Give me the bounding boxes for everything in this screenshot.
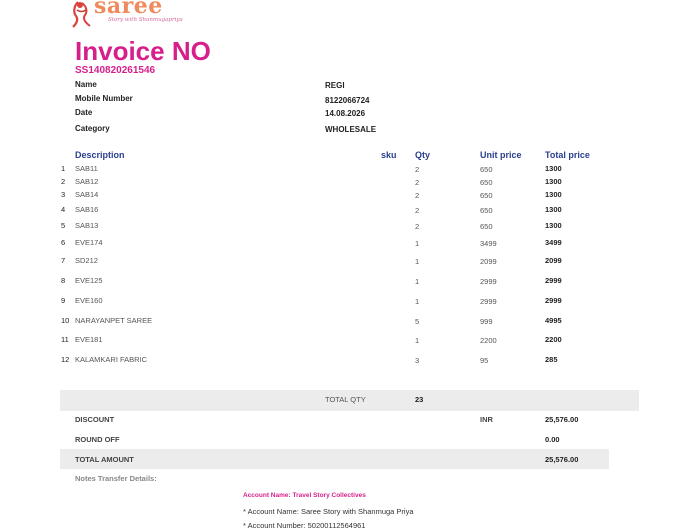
row-qty: 1 [415, 239, 420, 248]
date-value: 14.08.2026 [325, 109, 366, 118]
row-total-price: 1300 [545, 221, 562, 230]
row-total-price: 1300 [545, 164, 562, 173]
row-description: SAB13 [75, 221, 99, 230]
mobile-value: 8122066724 [325, 96, 370, 105]
row-qty: 5 [415, 317, 420, 326]
discount-value: 25,576.00 [545, 415, 579, 424]
row-unit-price: 2200 [480, 336, 497, 345]
brand-logo [70, 0, 183, 30]
total-amount-band [60, 449, 609, 469]
name-value: REGI [325, 81, 345, 90]
row-qty: 1 [415, 336, 420, 345]
row-number: 12 [61, 355, 70, 364]
row-description: EVE174 [75, 238, 103, 247]
row-total-price: 3499 [545, 238, 562, 247]
row-qty: 2 [415, 178, 420, 187]
row-qty: 2 [415, 206, 420, 215]
row-unit-price: 2099 [480, 257, 497, 266]
row-unit-price: 999 [480, 317, 493, 326]
row-number: 2 [61, 177, 66, 186]
invoice-title: Invoice NO [75, 36, 211, 66]
header-unit-price: Unit price [480, 150, 522, 160]
round-off-value: 0.00 [545, 435, 560, 444]
row-number: 7 [61, 256, 66, 265]
date-label: Date [75, 108, 93, 117]
mobile-label: Mobile Number [75, 94, 133, 103]
row-number: 11 [61, 335, 69, 344]
header-total-price: Total price [545, 150, 590, 160]
category-label: Category [75, 124, 110, 133]
total-qty-value: 23 [415, 395, 424, 404]
currency-label: INR [480, 415, 493, 424]
row-number: 4 [61, 205, 66, 214]
row-unit-price: 650 [480, 165, 493, 174]
row-total-price: 1300 [545, 177, 562, 186]
row-number: 8 [61, 276, 66, 285]
invoice-number: SS140820261546 [75, 65, 156, 76]
row-unit-price: 3499 [480, 239, 497, 248]
total-amount-label: TOTAL AMOUNT [75, 455, 134, 464]
row-total-price: 2099 [545, 256, 562, 265]
row-qty: 2 [415, 191, 420, 200]
row-unit-price: 95 [480, 356, 489, 365]
row-description: NARAYANPET SAREE [75, 316, 153, 325]
row-unit-price: 650 [480, 178, 493, 187]
name-label: Name [75, 80, 97, 89]
row-description: EVE125 [75, 276, 103, 285]
row-total-price: 1300 [545, 190, 562, 199]
row-total-price: 2999 [545, 296, 562, 305]
account-title: Account Name: Travel Story Collectives [243, 492, 366, 499]
row-number: 10 [61, 316, 70, 325]
row-qty: 1 [415, 277, 420, 286]
row-number: 6 [61, 238, 66, 247]
row-qty: 2 [415, 222, 420, 231]
row-qty: 1 [415, 257, 420, 266]
row-description: SAB14 [75, 190, 99, 199]
row-total-price: 2999 [545, 276, 562, 285]
row-number: 5 [61, 221, 66, 230]
row-qty: 1 [415, 297, 420, 306]
row-unit-price: 650 [480, 222, 493, 231]
row-number: 9 [61, 296, 66, 305]
row-number: 3 [61, 190, 66, 199]
header-qty: Qty [415, 150, 431, 160]
round-off-label: ROUND OFF [75, 435, 120, 444]
saree-figure-icon [70, 0, 94, 28]
row-total-price: 2200 [545, 335, 562, 344]
account-name-line: * Account Name: Saree Story with Shanmuga Priya [243, 507, 414, 516]
brand-tagline: Story with Shanmugapriya [108, 17, 183, 23]
brand-name: saree [94, 0, 163, 19]
row-qty: 3 [415, 356, 420, 365]
header-sku: sku [381, 150, 397, 160]
category-value: WHOLESALE [325, 125, 377, 134]
header-description: Description [75, 150, 125, 160]
total-qty-label: TOTAL QTY [325, 395, 366, 404]
row-total-price: 4995 [545, 316, 562, 325]
discount-label: DISCOUNT [75, 415, 115, 424]
row-unit-price: 650 [480, 191, 493, 200]
row-qty: 2 [415, 165, 420, 174]
row-description: SD212 [75, 256, 98, 265]
row-description: SAB12 [75, 177, 99, 186]
row-unit-price: 650 [480, 206, 493, 215]
row-total-price: 285 [545, 355, 558, 364]
row-description: EVE181 [75, 335, 103, 344]
row-total-price: 1300 [545, 205, 562, 214]
notes-label: Notes Transfer Details: [75, 474, 157, 483]
row-description: EVE160 [75, 296, 103, 305]
row-description: SAB11 [75, 164, 98, 173]
row-unit-price: 2999 [480, 277, 497, 286]
account-number-line: * Account Number: 50200112564961 [243, 521, 366, 530]
row-number: 1 [61, 164, 66, 173]
row-description: SAB16 [75, 205, 99, 214]
total-amount-value: 25,576.00 [545, 455, 579, 464]
row-description: KALAMKARI FABRIC [75, 355, 148, 364]
row-unit-price: 2999 [480, 297, 497, 306]
